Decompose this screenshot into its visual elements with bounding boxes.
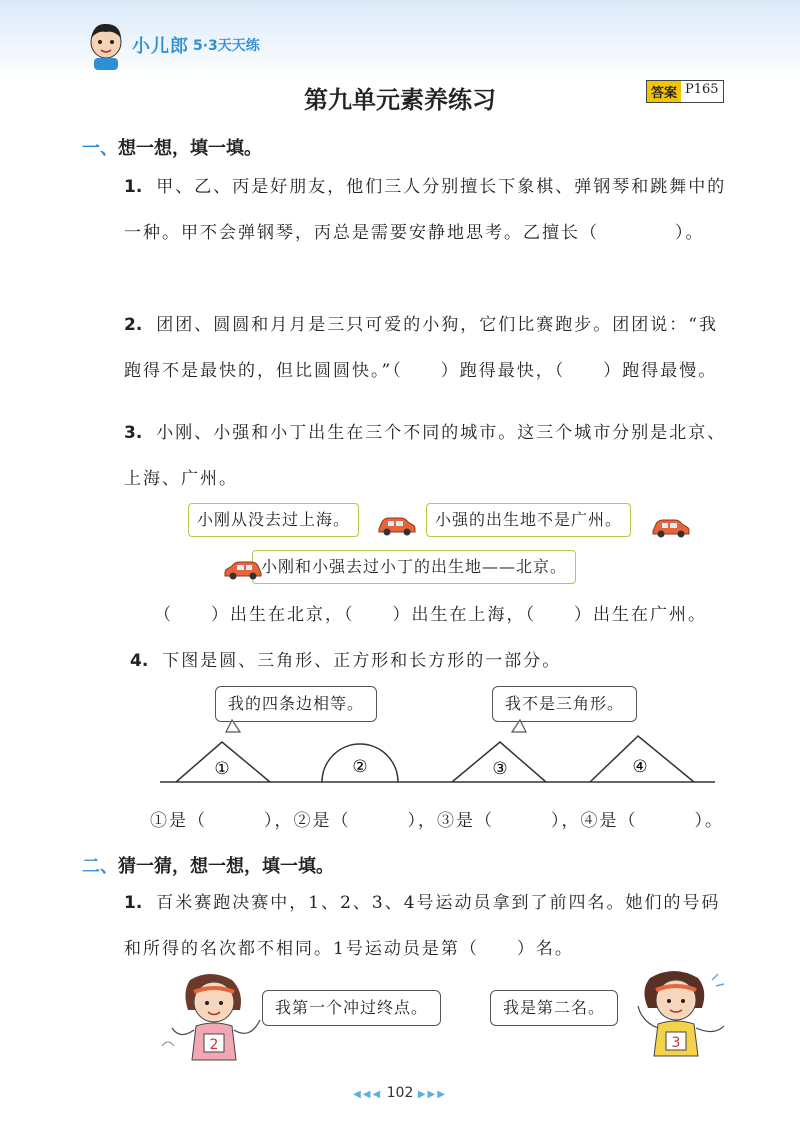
shape-label: ④ [632, 757, 648, 777]
runner-girl-illustration [160, 970, 270, 1060]
next-arrows-icon: ▶▶▶ [417, 1089, 447, 1100]
question-number: 2. [124, 315, 143, 335]
question-s2-1 [124, 880, 734, 972]
section-heading: 想一想，填一填。 [118, 138, 262, 159]
section-number: 二、 [82, 856, 118, 877]
question-text: 下图是圆、三角形、正方形和长方形的一部分。 [162, 651, 562, 671]
bib-number: 2 [209, 1037, 219, 1053]
section-heading: 猜一猜，想一想，填一填。 [118, 856, 334, 877]
question-number: 4. [130, 651, 149, 671]
page-footer [0, 1085, 800, 1101]
shape-label: ③ [492, 759, 508, 779]
clue-card: 小刚和小强去过小丁的出生地——北京。 [252, 550, 576, 584]
answer-reference-tag[interactable] [646, 80, 724, 103]
clue-card: 小刚从没去过上海。 [188, 503, 359, 537]
runner-girl-illustration [620, 966, 730, 1056]
shapes-figure [160, 712, 720, 792]
brand-logo [84, 20, 260, 70]
brand-name: 小儿郎 [132, 36, 189, 57]
bib-number: 3 [671, 1035, 681, 1051]
clue-card: 小强的出生地不是广州。 [426, 503, 631, 537]
section-title [82, 852, 334, 878]
answer-line: （ ）出生在北京，（ ）出生在上海，（ ）出生在广州。 [154, 605, 707, 625]
question-text: 甲、乙、丙是好朋友，他们三人分别擅长下象棋、弹钢琴和跳舞中的一种。甲不会弹钢琴，丙总是需要安静地思考。乙擅长（ ）。 [124, 177, 727, 243]
question-2 [124, 302, 734, 394]
question-number: 3. [124, 423, 143, 443]
speech-bubble: 我第一个冲过终点。 [262, 990, 441, 1026]
question-3 [124, 410, 734, 502]
page-title: 第九单元素养练习 [304, 86, 496, 114]
prev-arrows-icon: ◀◀◀ [353, 1089, 383, 1100]
page-number: 102 [386, 1085, 414, 1101]
answer-line: ①是（ ），②是（ ），③是（ ），④是（ ）。 [150, 811, 724, 831]
car-icon [224, 557, 264, 581]
shape-label: ① [214, 759, 230, 779]
car-icon [650, 515, 690, 539]
speech-bubble: 我的四条边相等。 [215, 686, 377, 722]
question-text: 小刚、小强和小丁出生在三个不同的城市。这三个城市分别是北京、上海、广州。 [124, 423, 727, 489]
question-1 [124, 164, 734, 256]
answer-page-ref: P165 [681, 81, 723, 102]
question-text: 百米赛跑决赛中，1、2、3、4号运动员拿到了前四名。她们的号码和所得的名次都不相同。1号运动员是第（ ）名。 [124, 893, 721, 959]
question-4 [130, 638, 740, 684]
brand-series: 5·3天天练 [193, 38, 260, 54]
answer-label: 答案 [647, 81, 681, 102]
car-icon [376, 513, 416, 537]
shape-label: ② [352, 757, 368, 777]
speech-bubble: 我不是三角形。 [492, 686, 637, 722]
question-number: 1. [124, 893, 143, 913]
question-number: 1. [124, 177, 143, 197]
mascot-boy-icon [84, 20, 128, 70]
section-title [82, 134, 262, 160]
speech-bubble: 我是第二名。 [490, 990, 618, 1026]
question-text: 团团、圆圆和月月是三只可爱的小狗，它们比赛跑步。团团说：“我跑得不是最快的，但比圆圆快。”（ ）跑得最快，（ ）跑得最慢。 [124, 315, 718, 381]
section-number: 一、 [82, 138, 118, 159]
